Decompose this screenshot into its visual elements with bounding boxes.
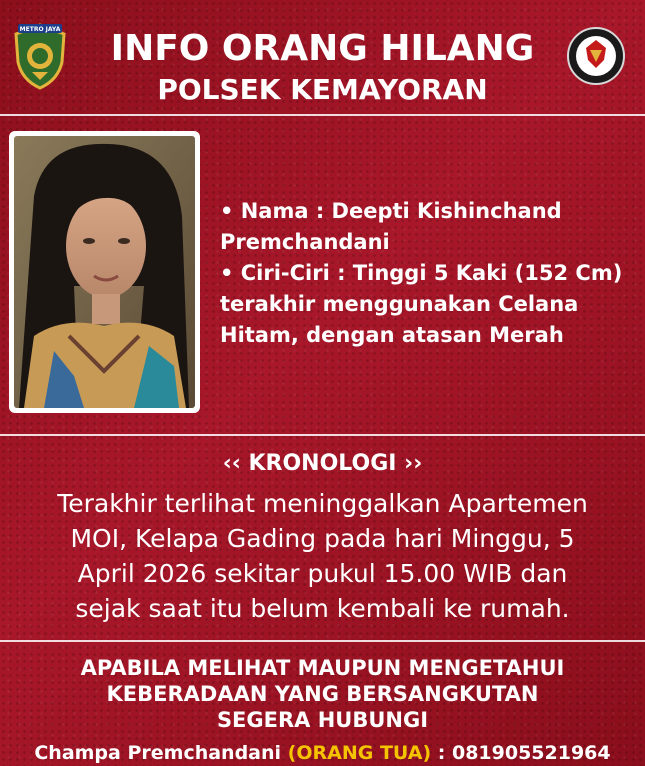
kronologi-text xyxy=(10,486,635,626)
divider-middle xyxy=(0,434,645,436)
info-traits-line2: terakhir menggunakan Celana xyxy=(220,292,579,316)
cta-line: KEBERADAAN YANG BERSANGKUTAN xyxy=(106,682,539,706)
contact-line xyxy=(0,740,645,766)
divider-top xyxy=(0,114,645,116)
info-traits-label: • Ciri-Ciri : Tinggi 5 Kaki (152 Cm) xyxy=(220,261,623,285)
kronologi-line: MOI, Kelapa Gading pada hari Minggu, 5 xyxy=(70,524,575,553)
contact-phone[interactable]: 081905521964 xyxy=(451,742,611,764)
call-to-action xyxy=(0,655,645,733)
info-name-label: • Nama : Deepti Kishinchand xyxy=(220,199,562,223)
person-info xyxy=(220,196,640,351)
kronologi-line: sejak saat itu belum kembali ke rumah. xyxy=(75,594,570,623)
police-emblem-icon xyxy=(566,26,626,86)
page-title: INFO ORANG HILANG xyxy=(110,28,535,69)
contact-separator: : xyxy=(431,742,452,764)
page-subtitle: POLSEK KEMAYORAN xyxy=(157,73,488,106)
contact-relation: (ORANG TUA) xyxy=(287,742,432,764)
left-logo-text: METRO JAYA xyxy=(19,26,61,33)
person-photo xyxy=(14,136,195,408)
cta-line: SEGERA HUBUNGI xyxy=(216,708,429,732)
header xyxy=(0,0,645,112)
kronologi-heading: ‹‹ KRONOLOGI ›› xyxy=(222,451,423,476)
contact-name: Champa Premchandani xyxy=(34,742,288,764)
kronologi-line: Terakhir terlihat meninggalkan Apartemen xyxy=(57,489,588,518)
info-traits-line3: Hitam, dengan atasan Merah xyxy=(220,323,564,347)
info-name-continued: Premchandani xyxy=(220,230,390,254)
divider-bottom xyxy=(0,640,645,642)
cta-line: APABILA MELIHAT MAUPUN MENGETAHUI xyxy=(80,656,565,680)
police-badge-icon xyxy=(12,22,68,90)
kronologi-line: April 2026 sekitar pukul 15.00 WIB dan xyxy=(77,559,568,588)
missing-person-photo xyxy=(9,131,200,413)
